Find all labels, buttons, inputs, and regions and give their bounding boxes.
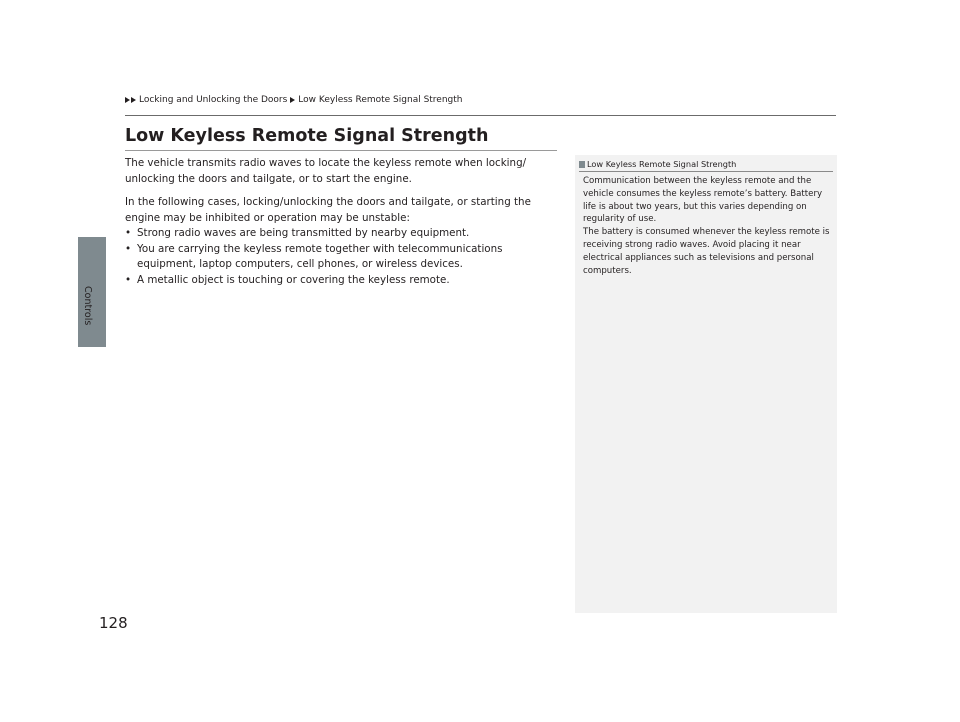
cases-paragraph: In the following cases, locking/unlocking the doors and tailgate, or starting the engine may be inhibited or operation may be unstable: — [125, 196, 531, 224]
list-item — [125, 242, 545, 273]
bullet-icon: • — [125, 242, 132, 255]
intro-paragraph: The vehicle transmits radio waves to locate the keyless remote when locking/ unlocking the doors and tailgate, or to start the engine. — [125, 157, 527, 185]
note-paragraph: The battery is consumed whenever the keyless remote is receiving strong radio waves. Avoid placing it near electrical appliances such as televisions and personal computers. — [583, 227, 830, 276]
header-divider — [125, 115, 836, 116]
breadcrumb-arrow-icon — [290, 97, 295, 103]
list-item-text: Strong radio waves are being transmitted by nearby equipment. — [137, 227, 470, 239]
main-content — [125, 156, 545, 288]
title-divider — [125, 150, 557, 151]
page-number: 128 — [99, 614, 128, 632]
breadcrumb-item-current: Low Keyless Remote Signal Strength — [298, 95, 463, 105]
section-tab-label: Controls — [82, 286, 93, 326]
note-sidebar — [575, 155, 837, 613]
breadcrumb-item-locking-unlocking[interactable]: Locking and Unlocking the Doors — [139, 95, 288, 105]
note-divider — [579, 171, 833, 172]
reference-marker-icon — [579, 161, 585, 168]
page-title: Low Keyless Remote Signal Strength — [125, 126, 489, 146]
note-paragraph: Communication between the keyless remote and the vehicle consumes the keyless remote’s battery. Battery life is about two years, but this varies depending on regularity of use. — [583, 176, 823, 225]
breadcrumb-arrow-icon — [125, 97, 130, 103]
note-heading-text: Low Keyless Remote Signal Strength — [587, 159, 737, 169]
breadcrumb-arrow-icon — [131, 97, 136, 103]
list-item — [125, 226, 545, 242]
bullet-icon: • — [125, 273, 132, 286]
list-item — [125, 273, 545, 289]
list-item-text: You are carrying the keyless remote together with telecommunications equipment, laptop computers, cell phones, or wireless devices. — [137, 242, 503, 270]
list-item-text: A metallic object is touching or covering the keyless remote. — [137, 273, 450, 286]
bullet-icon: • — [125, 227, 132, 239]
note-body — [583, 175, 833, 277]
cases-list — [125, 226, 545, 288]
breadcrumb — [125, 95, 463, 105]
note-heading — [579, 159, 736, 169]
